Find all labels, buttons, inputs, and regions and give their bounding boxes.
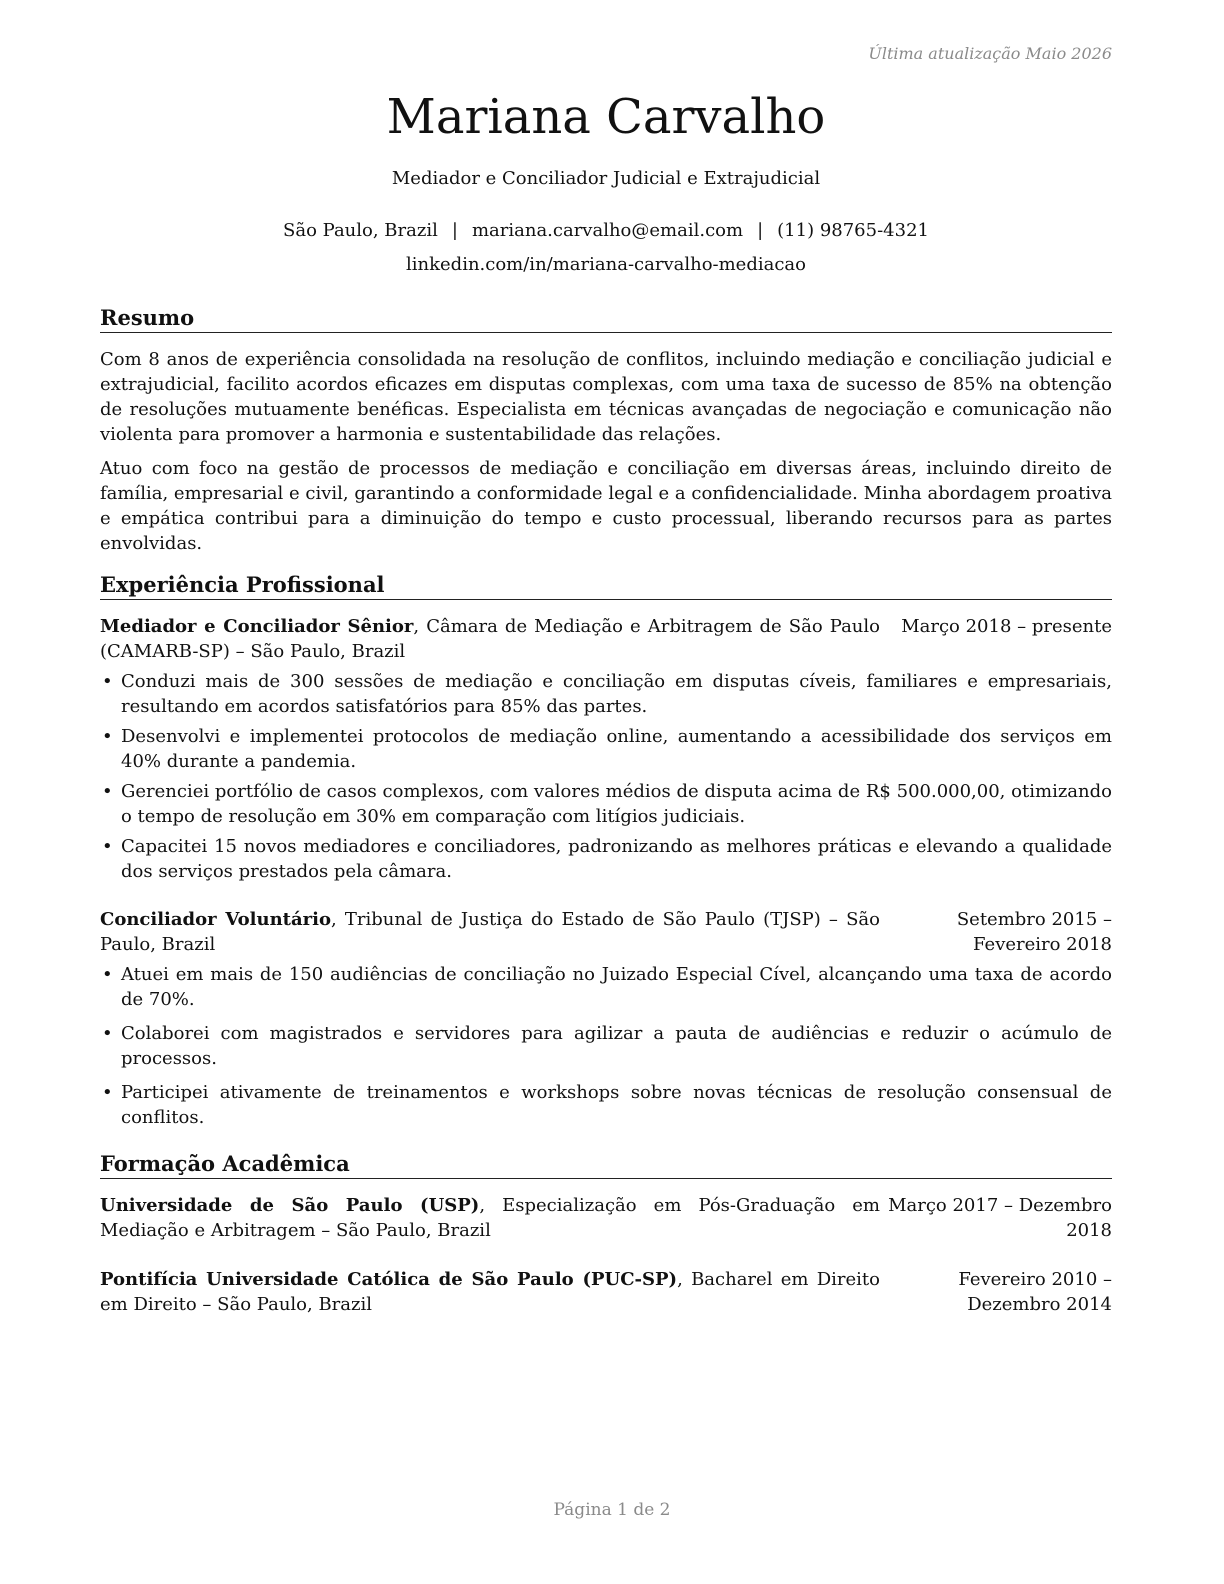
page-number: Página 1 de 2 xyxy=(553,1500,671,1520)
bullet-text: Atuei em mais de 150 audiências de conciliação no Juizado Especial Cível, alcançando uma taxa de acordo de 70%. xyxy=(121,964,1112,1010)
bullet-text: Colaborei com magistrados e servidores para agilizar a pauta de audiências e reduzir o acúmulo de processos. xyxy=(121,1023,1112,1069)
list-item xyxy=(100,779,1112,829)
bullet-icon: • xyxy=(102,671,113,692)
list-item xyxy=(100,669,1112,719)
linkedin-link[interactable]: linkedin.com/in/mariana-carvalho-mediacao xyxy=(406,254,806,275)
job-header xyxy=(100,907,1112,957)
section-title-experience: Experiência Profissional xyxy=(100,571,1112,600)
job-role: Mediador e Conciliador Sênior xyxy=(100,616,414,637)
contact-info xyxy=(100,219,1112,243)
bullet-text: Desenvolvi e implementei protocolos de mediação online, aumentando a acessibilidade dos serviços em 40% durante a pandemia. xyxy=(121,726,1112,772)
bullet-icon: • xyxy=(102,1082,113,1103)
candidate-name: Mariana Carvalho xyxy=(386,89,826,145)
location-text: São Paulo, Brazil xyxy=(283,220,438,241)
bullet-text: Conduzi mais de 300 sessões de mediação e conciliação em disputas cíveis, familiares e empresariais, resultando em acordos satisfatórios para 85% das partes. xyxy=(121,671,1112,717)
list-item xyxy=(100,962,1112,1012)
list-item xyxy=(100,1080,1112,1130)
education-dates: Março 2017 – Dezembro 2018 xyxy=(888,1195,1112,1241)
education-title-line xyxy=(100,1193,880,1243)
email-link[interactable]: mariana.carvalho@email.com xyxy=(471,220,744,241)
resume-content xyxy=(100,304,1112,1317)
job-title-line xyxy=(100,614,880,664)
section-title-education: Formação Acadêmica xyxy=(100,1150,1112,1179)
last-updated-note: Última atualização Maio 2026 xyxy=(868,44,1112,63)
education-title-line xyxy=(100,1267,880,1317)
job-organization: , Câmara de Mediação e Arbitragem de São Paulo (CAMARB-SP) – São Paulo, Brazil xyxy=(100,616,880,662)
bullet-text: Participei ativamente de treinamentos e workshops sobre novas técnicas de resolução consensual de conflitos. xyxy=(121,1082,1112,1128)
section-title-summary: Resumo xyxy=(100,304,1112,333)
school-name: Universidade de São Paulo (USP) xyxy=(100,1195,480,1216)
list-item xyxy=(100,724,1112,774)
bullet-icon: • xyxy=(102,781,113,802)
degree-detail: , Bacharel em Direito em Direito – São Paulo, Brazil xyxy=(100,1269,880,1315)
education-item xyxy=(100,1193,1112,1243)
bullet-icon: • xyxy=(102,836,113,857)
candidate-headline: Mediador e Conciliador Judicial e Extrajudicial xyxy=(391,168,821,189)
education-dates: Fevereiro 2010 – Dezembro 2014 xyxy=(958,1269,1112,1315)
phone-text: (11) 98765-4321 xyxy=(777,220,929,241)
summary-paragraph: Com 8 anos de experiência consolidada na resolução de conflitos, incluindo mediação e conciliação judicial e extrajudicial, facilito acordos eficazes em disputas complexas, com uma taxa de sucesso de 85% na obtenção de resoluções mutuamente benéficas. Especialista em técnicas avançadas de negociação e comunicação não violenta para promover a harmonia e sustentabilidade das relações. xyxy=(100,349,1112,445)
school-name: Pontifícia Universidade Católica de São Paulo (PUC-SP) xyxy=(100,1269,678,1290)
job-header xyxy=(100,614,1112,664)
education-item xyxy=(100,1267,1112,1317)
contact-separator: | xyxy=(451,220,458,241)
degree-detail: , Especialização em Pós-Graduação em Mediação e Arbitragem – São Paulo, Brazil xyxy=(100,1195,880,1241)
job-organization: , Tribunal de Justiça do Estado de São Paulo (TJSP) – São Paulo, Brazil xyxy=(100,909,880,955)
job-bullet-list xyxy=(100,962,1112,1130)
bullet-text: Gerenciei portfólio de casos complexos, com valores médios de disputa acima de R$ 500.000,00, otimizando o tempo de resolução em 30% em comparação com litígios judiciais. xyxy=(121,781,1112,827)
summary-paragraph: Atuo com foco na gestão de processos de mediação e conciliação em diversas áreas, incluindo direito de família, empresarial e civil, garantindo a conformidade legal e a confidencialidade. Minha abordagem proativa e empática contribui para a diminuição do tempo e custo processual, liberando recursos para as partes envolvidas. xyxy=(100,458,1112,554)
bullet-text: Capacitei 15 novos mediadores e conciliadores, padronizando as melhores práticas e elevando a qualidade dos serviços prestados pela câmara. xyxy=(121,836,1112,882)
job-dates: Setembro 2015 – Fevereiro 2018 xyxy=(956,909,1112,955)
job-dates: Março 2018 – presente xyxy=(901,616,1112,637)
list-item xyxy=(100,834,1112,884)
job-bullet-list xyxy=(100,669,1112,884)
job-role: Conciliador Voluntário xyxy=(100,909,331,930)
contact-separator: | xyxy=(757,220,764,241)
list-item xyxy=(100,1021,1112,1071)
bullet-icon: • xyxy=(102,726,113,747)
bullet-icon: • xyxy=(102,964,113,985)
bullet-icon: • xyxy=(102,1023,113,1044)
job-title-line xyxy=(100,907,880,957)
